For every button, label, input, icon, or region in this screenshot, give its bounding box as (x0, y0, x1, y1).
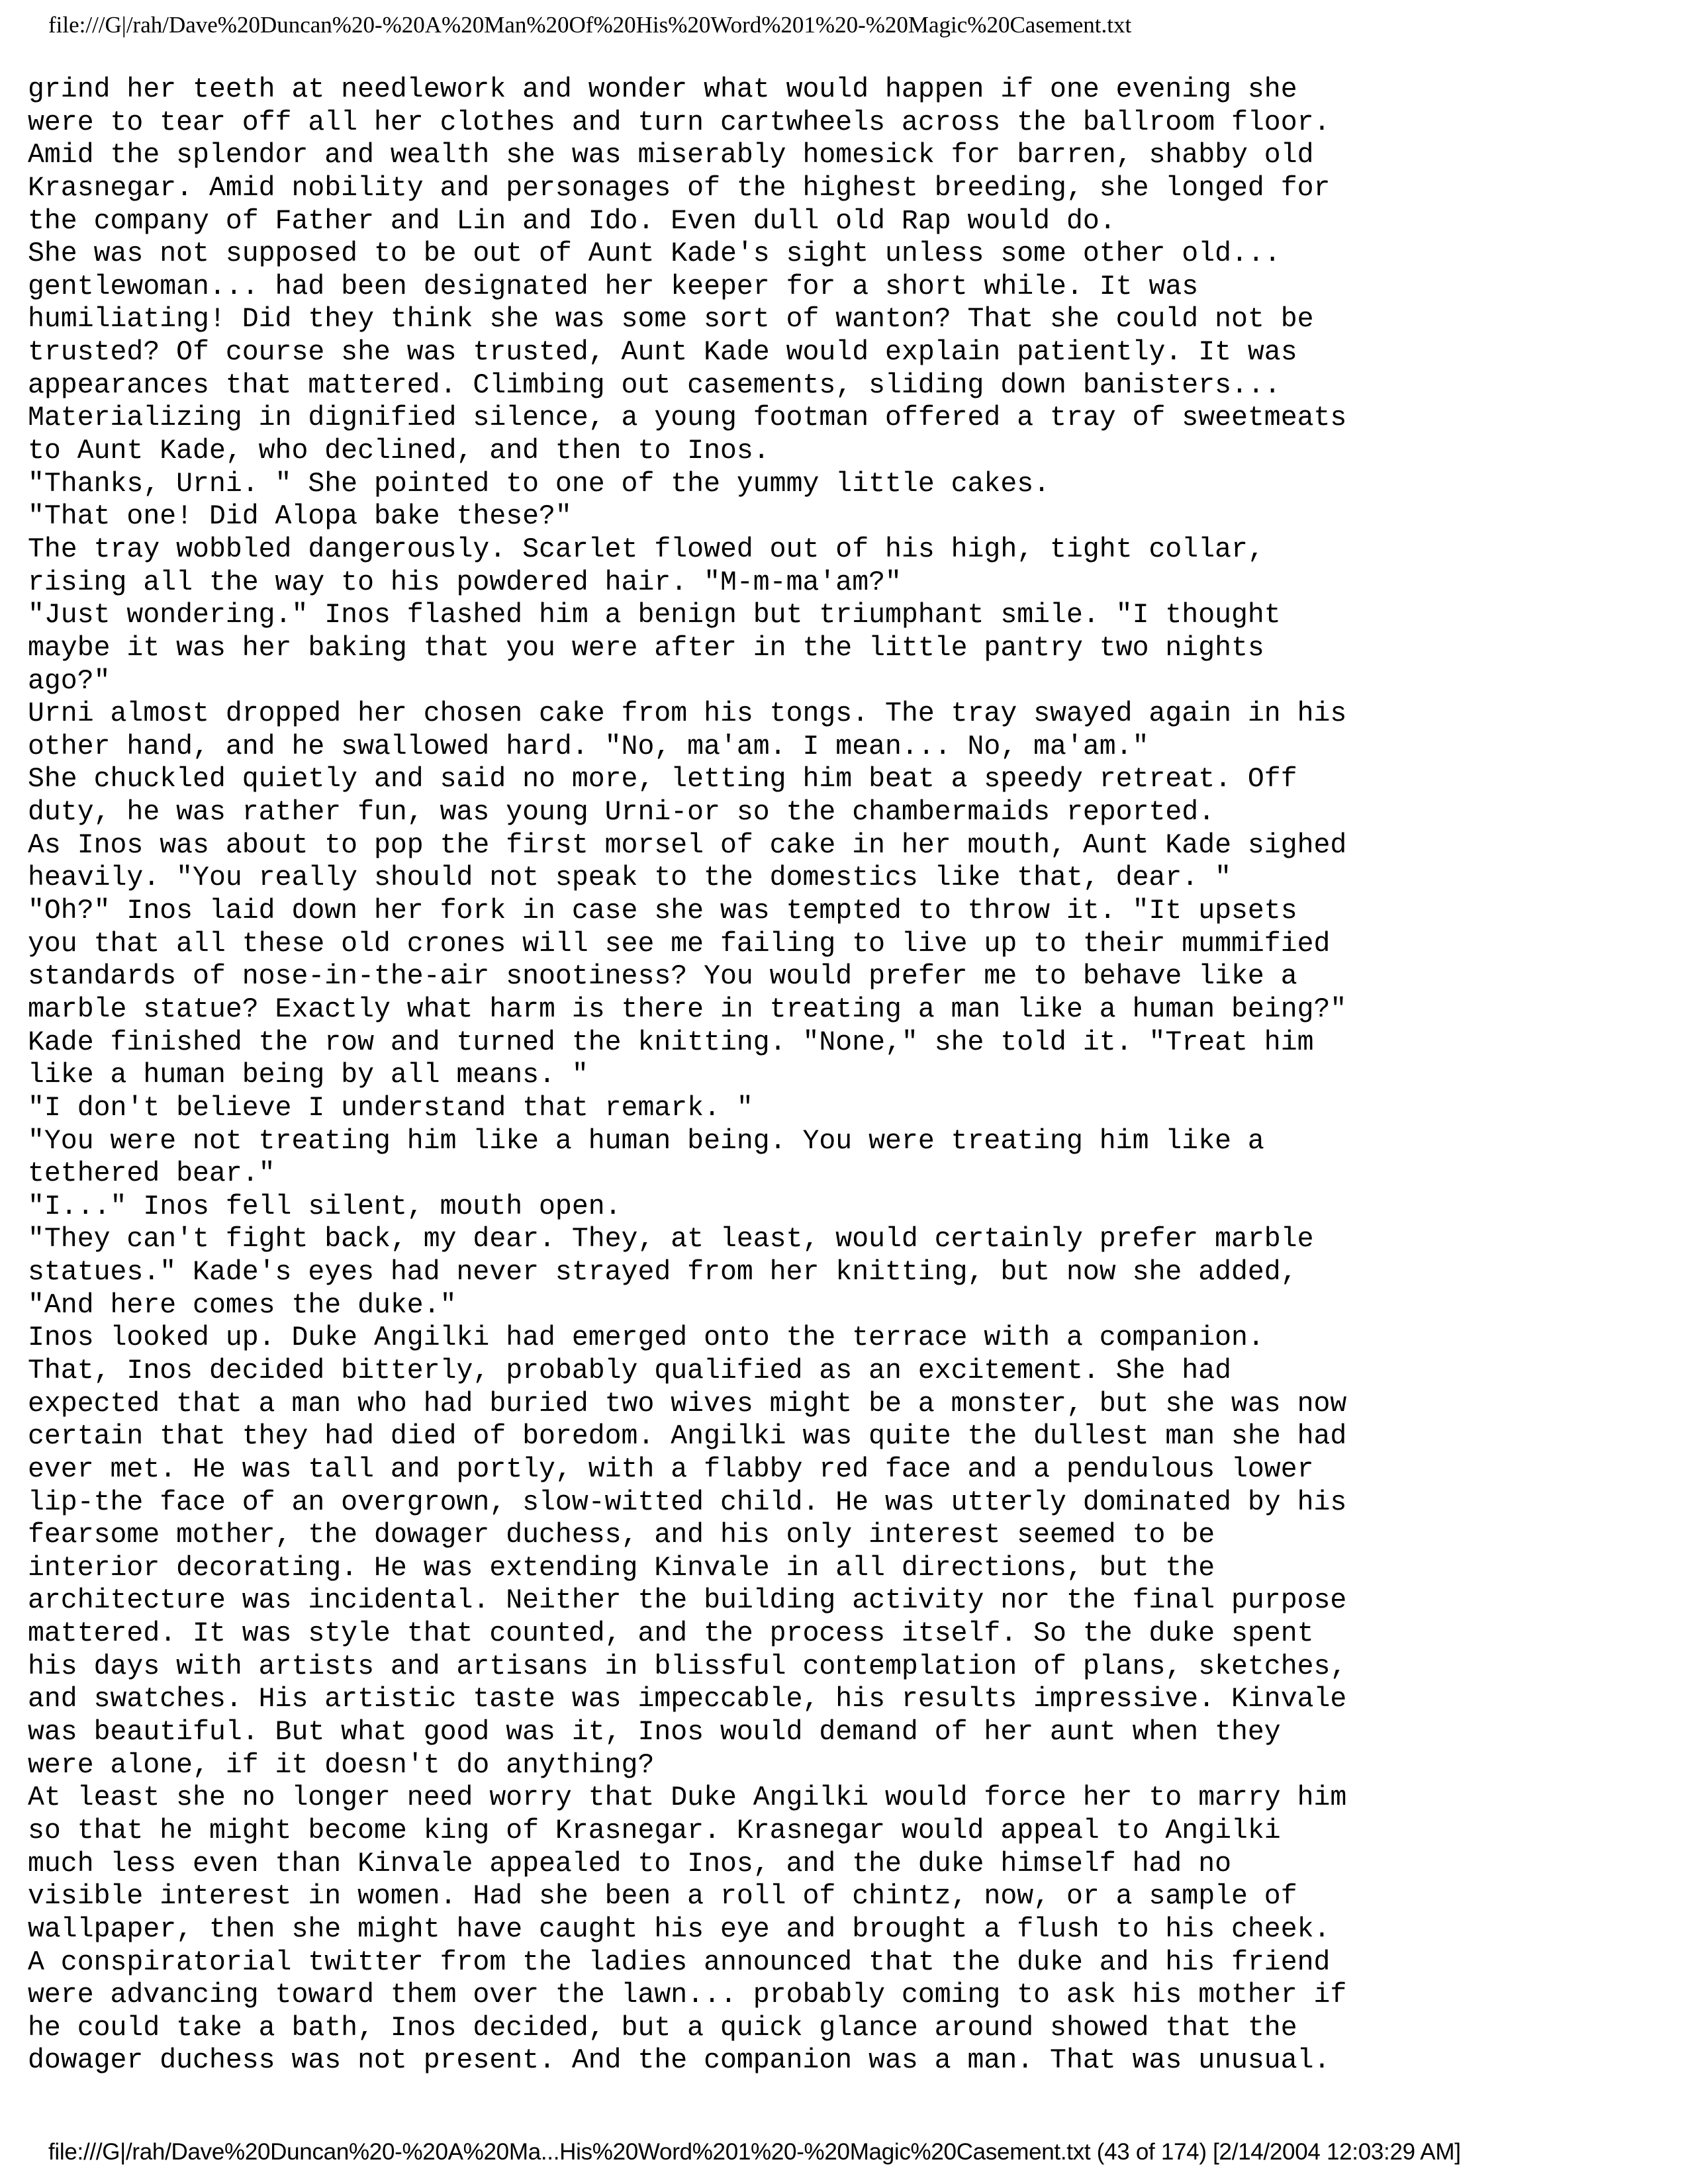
text-line: architecture was incidental. Neither the building activity nor the final purpose (28, 1585, 1347, 1617)
text-line: ever met. He was tall and portly, with a flabby red face and a pendulous lower (28, 1453, 1314, 1485)
text-line: wallpaper, then she might have caught his eye and brought a flush to his cheek. (28, 1913, 1331, 1945)
text-line: lip-the face of an overgrown, slow-witted child. He was utterly dominated by his (28, 1486, 1347, 1518)
text-line: heavily. "You really should not speak to the domestics like that, dear. " (28, 862, 1231, 894)
text-line: Urni almost dropped her chosen cake from his tongs. The tray swayed again in his (28, 698, 1347, 730)
text-line: to Aunt Kade, who declined, and then to Inos. (28, 435, 770, 467)
text-line: maybe it was her baking that you were after in the little pantry two nights (28, 632, 1264, 664)
text-line: As Inos was about to pop the first morsel of cake in her mouth, Aunt Kade sighed (28, 829, 1347, 861)
text-line: other hand, and he swallowed hard. "No, ma'am. I mean... No, ma'am." (28, 731, 1149, 762)
text-line: She was not supposed to be out of Aunt Kade's sight unless some other old... (28, 238, 1281, 270)
text-line: visible interest in women. Had she been a roll of chintz, now, or a sample of (28, 1881, 1297, 1913)
text-line: "They can't fight back, my dear. They, at least, would certainly prefer marble (28, 1224, 1314, 1255)
text-line: was beautiful. But what good was it, Inos would demand of her aunt when they (28, 1717, 1281, 1749)
text-line: were advancing toward them over the lawn... probably coming to ask his mother if (28, 1979, 1347, 2011)
text-line: and swatches. His artistic taste was impeccable, his results impressive. Kinvale (28, 1684, 1347, 1715)
text-line: Krasnegar. Amid nobility and personages of the highest breeding, she longed for (28, 172, 1331, 204)
text-line: Kade finished the row and turned the knitting. "None," she told it. "Treat him (28, 1026, 1314, 1058)
text-line: duty, he was rather fun, was young Urni-or so the chambermaids reported. (28, 797, 1215, 829)
text-line: he could take a bath, Inos decided, but a quick glance around showed that the (28, 2012, 1297, 2044)
text-line: interior decorating. He was extending Kinvale in all directions, but the (28, 1552, 1215, 1584)
text-line: "And here comes the duke." (28, 1289, 457, 1321)
text-line: ago?" (28, 665, 111, 697)
document-body (28, 73, 1663, 2077)
text-line: "Oh?" Inos laid down her fork in case she was tempted to throw it. "It upsets (28, 895, 1297, 927)
text-line: you that all these old crones will see me failing to live up to their mummified (28, 928, 1331, 960)
header-file-path: file:///G|/rah/Dave%20Duncan%20-%20A%20Man%20Of%20His%20Word%201%20-%20Magic%20Casement.txt (48, 12, 1132, 38)
text-line: Inos looked up. Duke Angilki had emerged onto the terrace with a companion. (28, 1322, 1264, 1354)
text-line: At least she no longer need worry that Duke Angilki would force her to marry him (28, 1782, 1347, 1814)
text-line: rising all the way to his powdered hair. "M-m-ma'am?" (28, 567, 902, 598)
text-line: trusted? Of course she was trusted, Aunt Kade would explain patiently. It was (28, 337, 1297, 369)
text-line: standards of nose-in-the-air snootiness? You would prefer me to behave like a (28, 961, 1297, 993)
text-line: Materializing in dignified silence, a young footman offered a tray of sweetmeats (28, 402, 1347, 434)
text-line: statues." Kade's eyes had never strayed from her knitting, but now she added, (28, 1257, 1297, 1289)
text-line: She chuckled quietly and said no more, letting him beat a speedy retreat. Off (28, 764, 1297, 796)
text-line: gentlewoman... had been designated her keeper for a short while. It was (28, 271, 1199, 302)
text-line: fearsome mother, the dowager duchess, and his only interest seemed to be (28, 1520, 1215, 1551)
text-line: expected that a man who had buried two wives might be a monster, but she was now (28, 1388, 1347, 1420)
text-line: "Thanks, Urni. " She pointed to one of the yummy little cakes. (28, 468, 1051, 500)
text-line: "Just wondering." Inos flashed him a benign but triumphant smile. "I thought (28, 600, 1281, 631)
text-line: grind her teeth at needlework and wonder what would happen if one evening she (28, 74, 1297, 105)
text-line: "I don't believe I understand that remark. " (28, 1092, 753, 1124)
text-line: the company of Father and Lin and Ido. Even dull old Rap would do. (28, 205, 1116, 237)
text-line: certain that they had died of boredom. Angilki was quite the dullest man she had (28, 1421, 1347, 1453)
text-line: humiliating! Did they think she was some sort of wanton? That she could not be (28, 304, 1314, 336)
text-line: like a human being by all means. " (28, 1060, 588, 1091)
footer-file-path: file:///G|/rah/Dave%20Duncan%20-%20A%20Ma...His%20Word%201%20-%20Magic%20Casement.txt (43 of 174) [2/14/2004 12:03:29 AM] (48, 2139, 1461, 2165)
text-line: mattered. It was style that counted, and the process itself. So the duke spent (28, 1618, 1314, 1650)
text-line: his days with artists and artisans in blissful contemplation of plans, sketches, (28, 1651, 1347, 1682)
text-line: marble statue? Exactly what harm is there in treating a man like a human being?" (28, 993, 1347, 1025)
text-line: tethered bear." (28, 1158, 275, 1190)
text-line: were alone, if it doesn't do anything? (28, 1749, 655, 1781)
text-line: "I..." Inos fell silent, mouth open. (28, 1191, 622, 1222)
text-line: "You were not treating him like a human being. You were treating him like a (28, 1125, 1264, 1157)
text-line: That, Inos decided bitterly, probably qualified as an excitement. She had (28, 1355, 1231, 1387)
text-line: so that he might become king of Krasnegar. Krasnegar would appeal to Angilki (28, 1815, 1281, 1846)
text-line: Amid the splendor and wealth she was miserably homesick for barren, shabby old (28, 140, 1314, 171)
text-line: A conspiratorial twitter from the ladies announced that the duke and his friend (28, 1946, 1331, 1978)
text-line: appearances that mattered. Climbing out casements, sliding down banisters... (28, 369, 1281, 401)
text-line: were to tear off all her clothes and turn cartwheels across the ballroom floor. (28, 107, 1331, 138)
text-line: "That one! Did Alopa bake these?" (28, 501, 572, 533)
text-line: dowager duchess was not present. And the companion was a man. That was unusual. (28, 2045, 1331, 2077)
text-line: The tray wobbled dangerously. Scarlet flowed out of his high, tight collar, (28, 533, 1264, 565)
text-line: much less even than Kinvale appealed to Inos, and the duke himself had no (28, 1848, 1231, 1880)
